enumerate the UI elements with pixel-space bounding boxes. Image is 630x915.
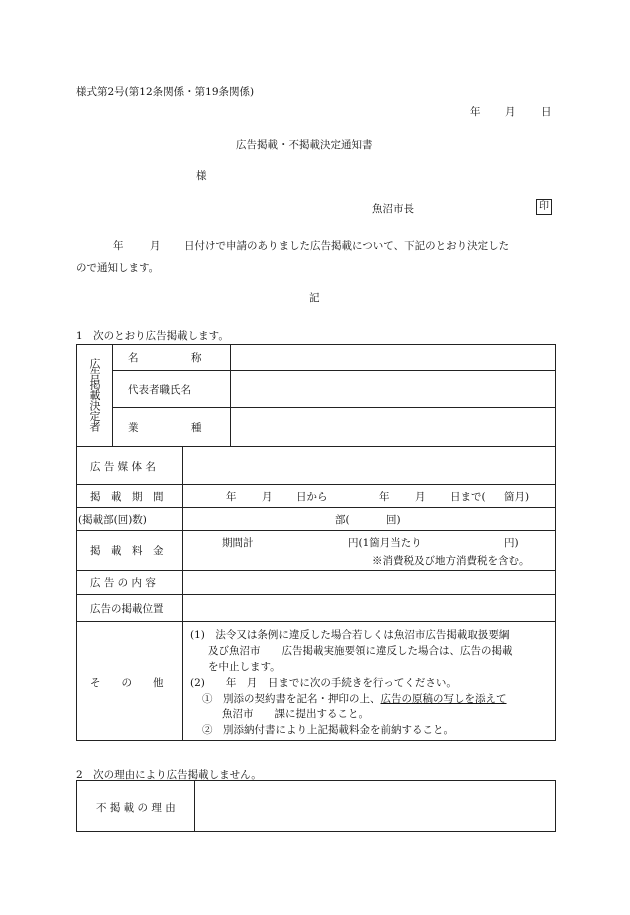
other-sub1-text: ① 別添の契約書を記名・押印の上、 <box>202 693 381 705</box>
seal-mark: 印 <box>536 199 552 215</box>
period-to-month: 月 <box>415 491 426 503</box>
date-month: 月 <box>505 106 516 118</box>
decider-label: 広告掲載決定者 <box>88 358 101 432</box>
decider-row-representative: 代表者職氏名 <box>128 384 191 396</box>
position-label: 広告の掲載位置 <box>90 603 164 615</box>
other-item2: (2) 年 月 日までに次の手続きを行ってください。 <box>190 677 457 689</box>
intro-line1: 日付けで申請のありました広告掲載について、下記のとおり決定した <box>184 240 510 252</box>
parts-label: (掲載部(回)数) <box>78 514 147 526</box>
form-number: 様式第2号(第12条関係・第19条関係) <box>76 86 255 98</box>
fee-yen-close: 円) <box>504 537 519 549</box>
date-year: 年 <box>470 106 481 118</box>
addressee-suffix: 様 <box>196 170 207 182</box>
parts-unit: 部( <box>335 514 350 526</box>
other-label: そ の 他 <box>90 677 164 689</box>
intro-month: 月 <box>150 240 161 252</box>
period-from-day: 日から <box>296 491 328 503</box>
decider-label-cell <box>76 344 112 446</box>
date-day: 日 <box>541 106 552 118</box>
fee-tax-note: ※消費税及び地方消費税を含む。 <box>372 555 530 567</box>
period-from-year: 年 <box>226 491 237 503</box>
decider-row-name: 名 称 <box>128 352 202 364</box>
other-sub2: ② 別添納付書により上記掲載料金を前納すること。 <box>202 724 454 736</box>
fee-total: 期間計 <box>222 537 254 549</box>
section2-heading: 2 次の理由により広告掲載しません。 <box>76 769 262 781</box>
section1-heading: 1 次のとおり広告掲載します。 <box>76 330 229 342</box>
other-sub1-line2: 魚沼市 課に提出すること。 <box>222 708 369 720</box>
other-sub1 <box>202 691 507 706</box>
media-label: 広 告 媒 体 名 <box>90 461 156 473</box>
ki-heading: 記 <box>309 292 320 304</box>
fee-label: 掲 載 料 金 <box>90 545 164 557</box>
document-title: 広告掲載・不掲載決定通知書 <box>236 139 373 151</box>
other-sub1-underlined: 広告の原稿の写しを添えて <box>380 693 507 705</box>
other-item1-line1: (1) 法令又は条例に違反した場合若しくは魚沼市広告掲載取扱要綱 <box>190 629 510 641</box>
fee-per-month: 円(1箇月当たり <box>348 537 422 549</box>
parts-times: 回) <box>386 514 401 526</box>
period-from-month: 月 <box>262 491 273 503</box>
other-item1-line3: を中止します。 <box>208 661 281 673</box>
intro-year: 年 <box>113 240 124 252</box>
decider-row-business: 業 種 <box>128 422 202 434</box>
reason-label: 不 掲 載 の 理 由 <box>96 802 176 814</box>
period-label: 掲 載 期 間 <box>90 491 164 503</box>
other-item1-line2: 及び魚沼市 広告掲載実施要領に違反した場合は、広告の掲載 <box>208 645 513 657</box>
period-to-year: 年 <box>379 491 390 503</box>
intro-line2: ので通知します。 <box>76 262 160 274</box>
period-months: 箇月) <box>504 491 530 503</box>
content-label: 広 告 の 内 容 <box>90 577 156 589</box>
sender-name: 魚沼市長 <box>372 203 414 215</box>
period-to-day: 日まで( <box>450 491 486 503</box>
